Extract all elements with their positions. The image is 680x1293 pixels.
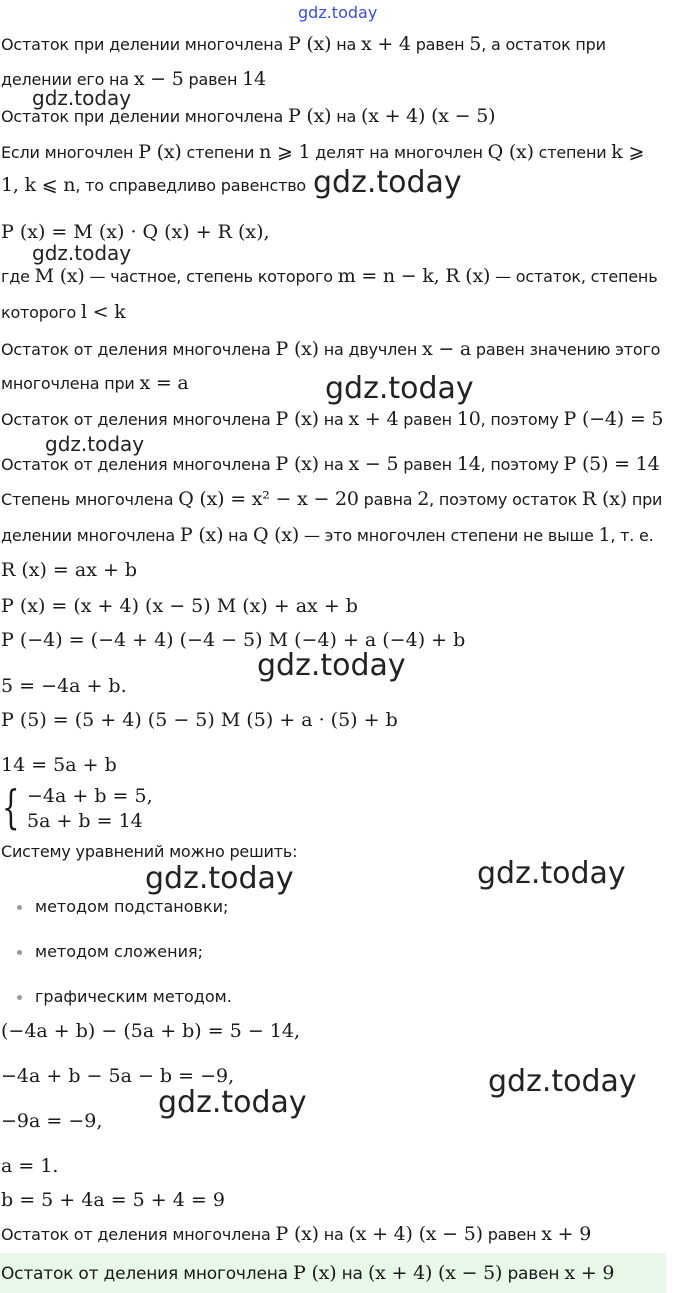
system-equation: −4a + b = 5, (27, 785, 153, 807)
text-line: Систему уравнений можно решить: (1, 842, 298, 861)
watermark: gdz.today (145, 861, 294, 896)
system-equation: 5a + b = 14 (27, 810, 143, 832)
equation: 5 = −4a + b. (1, 675, 127, 697)
text-line: делении многочлена P (x) на Q (x) — это многочлен степени не выше 1, т. е. (1, 524, 654, 546)
text-line: Остаток при делении многочлена P (x) на (x + 4) (x − 5) (1, 105, 496, 127)
equation: −4a + b − 5a − b = −9, (1, 1065, 235, 1087)
list-item: методом сложения; (17, 940, 203, 964)
text-line: многочлена при x = a (1, 372, 189, 394)
watermark-top: gdz.today (298, 3, 378, 22)
watermark: gdz.today (32, 86, 132, 110)
watermark: gdz.today (32, 241, 132, 265)
bullet-icon (17, 995, 22, 1000)
equation: P (−4) = (−4 + 4) (−4 − 5) M (−4) + a (−4) + b (1, 629, 466, 651)
watermark: gdz.today (477, 856, 626, 891)
equation: a = 1. (1, 1155, 59, 1177)
equation: P (x) = M (x) · Q (x) + R (x), (1, 221, 270, 243)
answer-box (0, 1253, 666, 1293)
equation: P (x) = (x + 4) (x − 5) M (x) + ax + b (1, 595, 358, 617)
equation: R (x) = ax + b (1, 559, 138, 581)
text-line: Остаток при делении многочлена P (x) на x + 4 равен 5, а остаток при (1, 33, 606, 55)
watermark: gdz.today (488, 1064, 637, 1099)
equation: P (5) = (5 + 4) (5 − 5) M (5) + a · (5) + b (1, 709, 398, 731)
text-line: делении его на x − 5 равен 14 (1, 68, 266, 90)
bullet-icon (17, 950, 22, 955)
text-line: Остаток от деления многочлена P (x) на (x + 4) (x − 5) равен x + 9 (1, 1223, 592, 1245)
text-line: Степень многочлена Q (x) = x² − x − 20 равна 2, поэтому остаток R (x) при (1, 488, 663, 510)
text-line: Остаток от деления многочлена P (x) на x + 4 равен 10, поэтому P (−4) = 5 (1, 408, 664, 430)
watermark: gdz.today (325, 371, 474, 406)
watermark: gdz.today (158, 1085, 307, 1120)
equation: (−4a + b) − (5a + b) = 5 − 14, (1, 1020, 301, 1042)
text-line: где M (x) — частное, степень которого m = n − k, R (x) — остаток, степень (1, 265, 658, 287)
list-item: методом подстановки; (17, 895, 228, 919)
text-line: которого l < k (1, 301, 126, 323)
watermark: gdz.today (313, 165, 462, 200)
answer-text: Остаток от деления многочлена P (x) на (x + 4) (x − 5) равен x + 9 (1, 1262, 615, 1284)
text-line: Остаток от деления многочлена P (x) на x − 5 равен 14, поэтому P (5) = 14 (1, 453, 660, 475)
list-item: графическим методом. (17, 985, 232, 1009)
equation: −9a = −9, (1, 1110, 103, 1132)
text-line: Если многочлен P (x) степени n ⩾ 1 делят на многочлен Q (x) степени k ⩾ (1, 141, 645, 163)
system-brace: { (2, 780, 20, 834)
text-line: Остаток от деления многочлена P (x) на двучлен x − a равен значению этого (1, 338, 661, 360)
bullet-icon (17, 905, 22, 910)
watermark: gdz.today (257, 648, 406, 683)
equation: b = 5 + 4a = 5 + 4 = 9 (1, 1189, 225, 1211)
text-line: 1, k ⩽ n, то справедливо равенство (1, 174, 307, 196)
equation: 14 = 5a + b (1, 754, 117, 776)
watermark: gdz.today (45, 432, 145, 456)
